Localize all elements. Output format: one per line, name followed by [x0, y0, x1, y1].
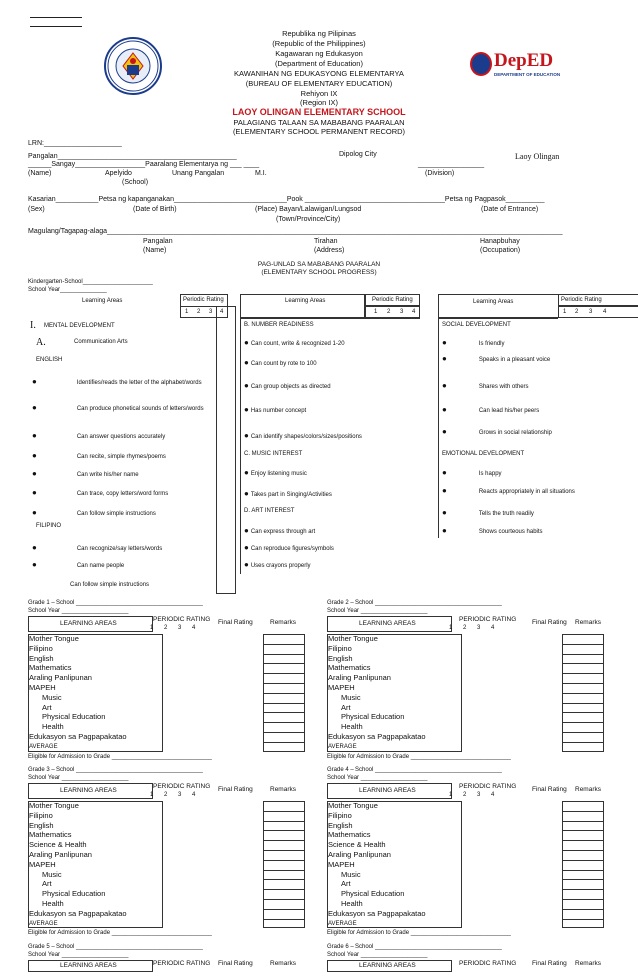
- final-rating-cell[interactable]: [562, 850, 604, 860]
- final-rating-cell[interactable]: [263, 703, 305, 713]
- final-rating-cell[interactable]: [263, 850, 305, 860]
- final-rating-cell[interactable]: [562, 821, 604, 831]
- grade-label: Grade 2 –: [327, 600, 354, 606]
- grade-year-field: School Year ____________________: [28, 775, 129, 781]
- num: 1: [374, 309, 378, 315]
- final-rating-cell[interactable]: [263, 821, 305, 831]
- subject-art: Art: [341, 702, 351, 712]
- parent-occupation-sub: (Occupation): [480, 247, 521, 254]
- kinder-year-field: School Year______________: [28, 287, 107, 293]
- periodic-rating-label: PERIODIC RATING: [459, 783, 517, 790]
- final-rating-cell[interactable]: [562, 703, 604, 713]
- final-rating-cell[interactable]: [562, 811, 604, 821]
- final-rating-cell[interactable]: [562, 801, 604, 811]
- col3-item: ● Tells the truth readily: [442, 508, 534, 518]
- mi-label: M.I.: [255, 170, 267, 177]
- num: 3: [589, 309, 593, 315]
- final-rating-cell[interactable]: [562, 830, 604, 840]
- col2-item: ● Can count by rote to 100: [244, 358, 317, 368]
- rating-number: 2: [164, 625, 168, 631]
- col2-header: Learning Areas: [285, 298, 326, 304]
- subject-health: Health: [341, 722, 363, 732]
- subject-health: Health: [42, 722, 64, 732]
- rating-number: 3: [477, 792, 481, 798]
- final-rating-cell[interactable]: [562, 663, 604, 673]
- subject-music: Music: [42, 869, 62, 879]
- col1-header: Learning Areas: [82, 298, 123, 304]
- average-label: AVERAGE: [29, 920, 58, 927]
- final-rating-cell[interactable]: [562, 683, 604, 693]
- subject-mapeh: MAPEH: [328, 683, 355, 692]
- subject-music: Music: [341, 869, 361, 879]
- final-rating-label: Final Rating: [532, 786, 567, 793]
- learning-areas-label: LEARNING AREAS: [359, 962, 416, 969]
- grade-school-field: School ______________________________________: [56, 767, 203, 773]
- letter-a: A.: [36, 337, 46, 348]
- town-label: (Town/Province/City): [276, 216, 341, 223]
- subject-araling-panlipunan: Araling Panlipunan: [328, 850, 391, 859]
- grade-year-field: School Year ____________________: [327, 775, 428, 781]
- col3-item: ● Shares with others: [442, 381, 529, 391]
- mental-dev-label: MENTAL DEVELOPMENT: [44, 323, 115, 329]
- rating-number: 1: [449, 792, 453, 798]
- final-rating-cell[interactable]: [263, 654, 305, 664]
- grade-school-field: School ______________________________________: [355, 767, 502, 773]
- header-line-1: Republika ng Pilipinas: [282, 29, 356, 38]
- final-rating-cell[interactable]: [263, 860, 305, 870]
- subject-physical-education: Physical Education: [42, 712, 106, 722]
- subject-edukasyon-sa-pagpapakatao: Edukasyon sa Pagpapakatao: [29, 732, 127, 741]
- final-rating-cell[interactable]: [562, 870, 604, 880]
- subject-mathematics: Mathematics: [29, 663, 72, 673]
- final-rating-label: Final Rating: [532, 960, 567, 967]
- average-cell[interactable]: [263, 742, 305, 752]
- grade-school-field: School ______________________________________: [56, 944, 203, 950]
- col2-item: ● Takes part in Singing/Activities: [244, 489, 332, 499]
- final-rating-cell[interactable]: [263, 899, 305, 909]
- average-cell[interactable]: [263, 919, 305, 929]
- final-rating-cell[interactable]: [263, 879, 305, 889]
- subject-physical-education: Physical Education: [42, 889, 106, 899]
- subject-english: English: [328, 653, 353, 663]
- subject-filipino: Filipino: [29, 810, 53, 820]
- col3-periodic-box: [558, 294, 638, 306]
- col2-nums-row: [365, 306, 420, 318]
- remarks-label: Remarks: [270, 786, 297, 793]
- subject-edukasyon-sa-pagpapakatao: Edukasyon sa Pagpapakatao: [29, 908, 127, 918]
- deped-logo-sub: DEPARTMENT OF EDUCATION: [494, 72, 561, 77]
- header-line-6: (BUREAU OF ELEMENTARY EDUCATION): [245, 79, 393, 88]
- division-field: _________________: [418, 161, 485, 168]
- periodic-rating-label: PERIODIC RATING: [459, 960, 517, 967]
- grade-label: Grade 4 –: [327, 767, 354, 773]
- col1-item: Can follow simple instructions: [70, 582, 150, 588]
- parent-address-label: Tirahan: [314, 238, 338, 245]
- progress-grid: [28, 294, 638, 594]
- final-rating-cell[interactable]: [263, 693, 305, 703]
- final-rating-label: Final Rating: [532, 619, 567, 626]
- kinder-school-field: Kindergarten-School_____________________: [28, 279, 153, 285]
- grade-label: Grade 6 –: [327, 944, 354, 950]
- final-rating-cell[interactable]: [263, 840, 305, 850]
- subject-mapeh: MAPEH: [29, 683, 56, 692]
- average-label: AVERAGE: [328, 743, 357, 750]
- subject-music: Music: [341, 692, 361, 702]
- num: 4: [220, 309, 224, 315]
- final-rating-label: Final Rating: [218, 619, 253, 626]
- emotional-dev-label: EMOTIONAL DEVELOPMENT: [442, 451, 525, 457]
- subject-english: English: [29, 820, 54, 830]
- col3-header: Learning Areas: [473, 299, 514, 305]
- grade-school-field: School ______________________________________: [355, 944, 502, 950]
- kasarian-field: Kasarian___________Petsa ng kapanganakan_____________________________Pook ____________________________________Petsa ng Pagpasok__________: [28, 196, 545, 203]
- city-value: Dipolog City: [339, 151, 377, 158]
- art-interest-label: D. ART INTEREST: [244, 508, 295, 514]
- record-title-en: (ELEMENTARY SCHOOL PERMANENT RECORD): [232, 127, 406, 136]
- subject-health: Health: [42, 899, 64, 908]
- subject-english: English: [29, 653, 54, 663]
- subject-mathematics: Mathematics: [328, 663, 371, 673]
- subject-mother-tongue: Mother Tongue: [328, 801, 378, 810]
- progress-title-en: (ELEMENTARY SCHOOL PROGRESS): [261, 269, 377, 276]
- rating-number: 4: [491, 625, 495, 631]
- col2-header-box: [240, 294, 365, 318]
- subject-art: Art: [42, 879, 52, 889]
- progress-title: PAG-UNLAD SA MABABANG PAARALAN: [257, 261, 381, 268]
- subject-edukasyon-sa-pagpapakatao: Edukasyon sa Pagpapakatao: [328, 908, 426, 918]
- header-line-3: Kagawaran ng Edukasyon: [275, 49, 363, 58]
- learning-areas-label: LEARNING AREAS: [359, 787, 416, 794]
- col3-periodic-label: Periodic Rating: [561, 297, 602, 303]
- subject-english: English: [328, 820, 353, 830]
- col1-item: ● Can answer questions accurately: [32, 431, 165, 441]
- subject-art: Art: [42, 702, 52, 712]
- final-rating-label: Final Rating: [218, 786, 253, 793]
- name-label: (Name): [28, 170, 52, 177]
- num: 2: [575, 309, 579, 315]
- entrance-label: (Date of Entrance): [481, 206, 539, 213]
- col1-item: ● Can write his/her name: [32, 469, 139, 479]
- col1-periodic-label: Periodic Rating: [183, 297, 224, 303]
- subject-araling-panlipunan: Araling Panlipunan: [29, 673, 92, 683]
- remarks-label: Remarks: [575, 960, 602, 967]
- col2-item: ● Can count, write & recognized 1-20: [244, 338, 345, 348]
- grade-school-field: School ______________________________________: [355, 600, 502, 606]
- grade-year-field: School Year ____________________: [28, 952, 129, 958]
- col2-item: ● Can identify shapes/colors/sizes/positions: [244, 431, 362, 441]
- subject-mapeh: MAPEH: [328, 859, 355, 869]
- final-rating-cell[interactable]: [562, 909, 604, 919]
- subject-araling-panlipunan: Araling Panlipunan: [328, 673, 391, 683]
- col1-rating-column: [216, 306, 236, 594]
- sangay-field: ______Sangay__________________Paaralang Elementarya ng ___ ____: [28, 161, 260, 168]
- grade-school-field: School ______________________________________: [56, 600, 203, 606]
- col2-item: ● Can express through art: [244, 526, 315, 536]
- header-line-8: (Region IX): [300, 98, 338, 107]
- remarks-label: Remarks: [270, 619, 297, 626]
- subject-mapeh: MAPEH: [29, 859, 56, 869]
- eligible-field: Eligible for Admission to Grade ______________________________: [327, 753, 511, 760]
- learning-areas-label: LEARNING AREAS: [60, 787, 117, 794]
- final-rating-cell[interactable]: [263, 889, 305, 899]
- subject-araling-panlipunan: Araling Panlipunan: [29, 850, 92, 859]
- roman-one: I.: [30, 320, 36, 331]
- final-rating-cell[interactable]: [562, 840, 604, 850]
- subject-filipino: Filipino: [29, 643, 53, 653]
- rating-number: 3: [178, 792, 182, 798]
- subject-mother-tongue: Mother Tongue: [29, 634, 79, 643]
- col3-nums-row: [558, 306, 638, 318]
- final-rating-cell[interactable]: [562, 889, 604, 899]
- col2-item: ● Enjoy listening music: [244, 468, 307, 478]
- col3-item: ● Speaks in a pleasant voice: [442, 354, 550, 364]
- subject-mathematics: Mathematics: [29, 830, 72, 840]
- final-rating-cell[interactable]: [263, 870, 305, 880]
- col3-item: ● Reacts appropriately in all situations: [442, 486, 575, 496]
- remarks-label: Remarks: [270, 960, 297, 967]
- final-rating-cell[interactable]: [263, 683, 305, 693]
- rating-number: 4: [192, 625, 196, 631]
- num: 3: [209, 309, 213, 315]
- num: 2: [387, 309, 391, 315]
- subject-physical-education: Physical Education: [341, 889, 405, 899]
- final-rating-cell[interactable]: [562, 899, 604, 909]
- number-readiness-label: B. NUMBER READINESS: [244, 322, 314, 328]
- num: 1: [563, 309, 567, 315]
- num: 2: [197, 309, 201, 315]
- grade-year-field: School Year ____________________: [327, 608, 428, 614]
- col2-periodic-box: [365, 294, 420, 306]
- sex-label: (Sex): [28, 206, 45, 213]
- col2-item: ● Uses crayons properly: [244, 560, 311, 570]
- learning-areas-label: LEARNING AREAS: [60, 620, 117, 627]
- rating-number: 1: [449, 625, 453, 631]
- grade-year-field: School Year ____________________: [28, 608, 129, 614]
- col2-item: ● Can reproduce figures/symbols: [244, 543, 334, 553]
- periodic-rating-label: PERIODIC RATING: [153, 783, 211, 790]
- subject-music: Music: [42, 692, 62, 702]
- apelyido-label: Apelyido: [105, 170, 132, 177]
- rating-number: 1: [150, 625, 154, 631]
- subject-filipino: Filipino: [328, 643, 352, 653]
- social-dev-label: SOCIAL DEVELOPMENT: [442, 322, 511, 328]
- subject-art: Art: [341, 879, 351, 889]
- header-line-2: (Republic of the Philippines): [272, 39, 366, 48]
- final-rating-cell[interactable]: [562, 879, 604, 889]
- rating-number: 2: [463, 792, 467, 798]
- average-label: AVERAGE: [29, 743, 58, 750]
- final-rating-cell[interactable]: [263, 811, 305, 821]
- average-cell[interactable]: [562, 742, 604, 752]
- rating-number: 3: [178, 625, 182, 631]
- final-rating-cell[interactable]: [562, 693, 604, 703]
- final-rating-cell[interactable]: [263, 673, 305, 683]
- header-line-5: KAWANIHAN NG EDUKASYONG ELEMENTARYA: [234, 69, 404, 78]
- eligible-field: Eligible for Admission to Grade ______________________________: [327, 930, 511, 937]
- num: 3: [400, 309, 404, 315]
- subject-edukasyon-sa-pagpapakatao: Edukasyon sa Pagpapakatao: [328, 732, 426, 741]
- school-name-value: Laoy Olingan: [515, 152, 560, 161]
- col1-periodic-box: [180, 294, 228, 306]
- place-label: (Place) Bayan/Lalawigan/Lungsod: [255, 206, 362, 213]
- final-rating-cell[interactable]: [263, 644, 305, 654]
- subject-filipino: Filipino: [328, 810, 352, 820]
- rating-number: 4: [491, 792, 495, 798]
- col3-header-box: [438, 294, 558, 318]
- final-rating-cell[interactable]: [562, 722, 604, 732]
- pangalan-field: Pangalan______________________________________________: [28, 153, 237, 160]
- final-rating-cell[interactable]: [562, 644, 604, 654]
- col2-item: ● Has number concept: [244, 405, 306, 415]
- rating-number: 3: [477, 625, 481, 631]
- col1-item: ● Can name people: [32, 560, 124, 570]
- grade-label: Grade 1 –: [28, 600, 55, 606]
- lrn-field: LRN:____________________: [28, 140, 122, 147]
- final-rating-cell[interactable]: [263, 909, 305, 919]
- remarks-label: Remarks: [575, 619, 602, 626]
- dob-label: (Date of Birth): [133, 206, 177, 213]
- rating-number: 1: [150, 792, 154, 798]
- unang-pangalan-label: Unang Pangalan: [172, 170, 225, 177]
- final-rating-cell[interactable]: [562, 673, 604, 683]
- subject-mathematics: Mathematics: [328, 830, 371, 840]
- remarks-label: Remarks: [575, 786, 602, 793]
- rating-number: 4: [192, 792, 196, 798]
- rating-number: 2: [463, 625, 467, 631]
- col2-item: ● Can group objects as directed: [244, 381, 331, 391]
- average-label: AVERAGE: [328, 920, 357, 927]
- rating-number: 2: [164, 792, 168, 798]
- music-interest-label: C. MUSIC INTEREST: [244, 451, 303, 457]
- final-rating-cell[interactable]: [263, 830, 305, 840]
- col2-periodic-label: Periodic Rating: [372, 297, 413, 303]
- col1-item: ● Can recite, simple rhymes/poems: [32, 451, 166, 461]
- col1-item: ● Can follow simple instructions: [32, 508, 156, 518]
- periodic-rating-label: PERIODIC RATING: [153, 960, 211, 967]
- col1-item: ● Can trace, copy letters/word forms: [32, 488, 168, 498]
- deped-logo-text: DepED: [494, 50, 554, 71]
- record-title: PALAGIANG TALAAN SA MABABANG PAARALAN: [233, 118, 405, 127]
- eligible-field: Eligible for Admission to Grade ______________________________: [28, 753, 212, 760]
- parent-address-sub: (Address): [314, 247, 345, 254]
- subject-science-health: Science & Health: [29, 840, 87, 850]
- subject-science-health: Science & Health: [328, 840, 386, 850]
- parent-name-label: Pangalan: [143, 238, 173, 245]
- parent-occupation-label: Hanapbuhay: [480, 238, 520, 245]
- school-name-title: LAOY OLINGAN ELEMENTARY SCHOOL: [232, 107, 406, 117]
- grade-label: Grade 3 –: [28, 767, 55, 773]
- col1-item: ● Can recognize/say letters/words: [32, 543, 162, 553]
- periodic-rating-label: PERIODIC RATING: [153, 616, 211, 623]
- header-line-4: (Department of Education): [275, 59, 363, 68]
- top-rule: [30, 26, 82, 27]
- subject-physical-education: Physical Education: [341, 712, 405, 722]
- final-rating-cell[interactable]: [263, 712, 305, 722]
- col3-item: ● Can lead his/her peers: [442, 405, 539, 415]
- final-rating-cell[interactable]: [562, 860, 604, 870]
- col3-item: ● Grows in social relationship: [442, 427, 552, 437]
- col1-item: ● Identifies/reads the letter of the alphabet/words: [32, 377, 202, 387]
- final-rating-label: Final Rating: [218, 960, 253, 967]
- school-label: (School): [122, 179, 149, 186]
- comm-arts-label: Communication Arts: [74, 339, 128, 345]
- final-rating-cell[interactable]: [263, 732, 305, 742]
- magulang-field: Magulang/Tagapag-alaga_____________________________________________________________________________________________________________________: [28, 228, 563, 235]
- parent-name-sub: (Name): [143, 247, 167, 254]
- learning-areas-label: LEARNING AREAS: [359, 620, 416, 627]
- subject-mother-tongue: Mother Tongue: [29, 801, 79, 810]
- num: 4: [412, 309, 416, 315]
- top-rule: [30, 17, 82, 18]
- col3-item: ● Is happy: [442, 468, 502, 478]
- final-rating-cell[interactable]: [562, 654, 604, 664]
- final-rating-cell[interactable]: [562, 634, 604, 644]
- grade-year-field: School Year ____________________: [327, 952, 428, 958]
- final-rating-cell[interactable]: [263, 801, 305, 811]
- periodic-rating-label: PERIODIC RATING: [459, 616, 517, 623]
- grade-label: Grade 5 –: [28, 944, 55, 950]
- num: 1: [185, 309, 189, 315]
- header-line-7: Rehiyon IX: [300, 89, 338, 98]
- subject-health: Health: [341, 899, 363, 908]
- final-rating-cell[interactable]: [562, 732, 604, 742]
- filipino-label: FILIPINO: [36, 523, 62, 529]
- average-cell[interactable]: [562, 919, 604, 929]
- subject-mother-tongue: Mother Tongue: [328, 634, 378, 643]
- final-rating-cell[interactable]: [562, 712, 604, 722]
- english-label: ENGLISH: [36, 357, 63, 363]
- eligible-field: Eligible for Admission to Grade ______________________________: [28, 930, 212, 937]
- col3-item: ● Is friendly: [442, 338, 505, 348]
- num: 4: [603, 309, 607, 315]
- final-rating-cell[interactable]: [263, 663, 305, 673]
- col3-item: ● Shows courteous habits: [442, 526, 543, 536]
- final-rating-cell[interactable]: [263, 722, 305, 732]
- final-rating-cell[interactable]: [263, 634, 305, 644]
- learning-areas-label: LEARNING AREAS: [60, 962, 117, 969]
- division-label: (Division): [425, 170, 455, 177]
- col1-item: ● Can produce phonetical sounds of letters/words: [32, 403, 204, 413]
